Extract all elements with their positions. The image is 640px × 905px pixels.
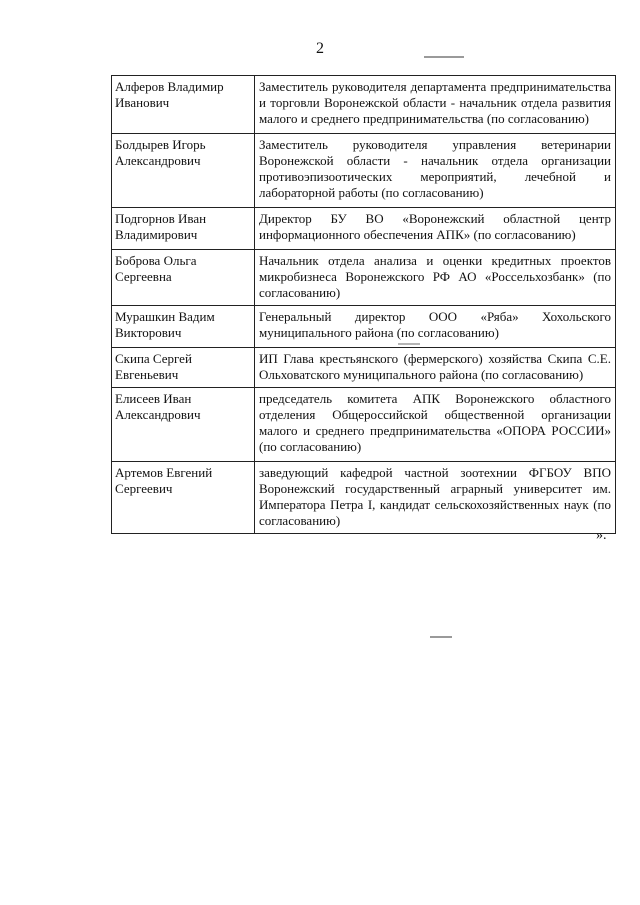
- member-name: Мурашкин Вадим Викторович: [112, 306, 255, 348]
- member-name: Подгорнов Иван Владимирович: [112, 208, 255, 250]
- table-row: [112, 208, 616, 250]
- table-row: [112, 306, 616, 348]
- closing-quote-mark: ».: [596, 528, 607, 543]
- member-role: Директор БУ ВО «Воронежский областной центр информационного обеспечения АПК» (по согласованию): [255, 208, 616, 250]
- member-role: заведующий кафедрой частной зоотехнии ФГБОУ ВПО Воронежский государственный аграрный университет им. Императора Петра I, кандидат сельскохозяйственных наук (по согласованию): [255, 462, 616, 534]
- member-name: Скипа Сергей Евгеньевич: [112, 348, 255, 388]
- table-row: [112, 250, 616, 306]
- table-row: [112, 388, 616, 462]
- members-table: [111, 75, 616, 534]
- scan-artifact: [424, 56, 464, 58]
- member-name: Артемов Евгений Сергеевич: [112, 462, 255, 534]
- member-role: Заместитель руководителя департамента предпринимательства и торговли Воронежской области - начальник отдела развития малого и среднего предпринимательства (по согласованию): [255, 76, 616, 134]
- member-name: Боброва Ольга Сергеевна: [112, 250, 255, 306]
- member-role: Заместитель руководителя управления ветеринарии Воронежской области - начальник отдела организации противоэпизоотических мероприятий, лечебной и лабораторной работы (по согласованию): [255, 134, 616, 208]
- scan-artifact: [430, 636, 452, 638]
- member-name: Елисеев Иван Александрович: [112, 388, 255, 462]
- table-row: [112, 348, 616, 388]
- table-row: [112, 76, 616, 134]
- member-name: Алферов Владимир Иванович: [112, 76, 255, 134]
- member-role: ИП Глава крестьянского (фермерского) хозяйства Скипа С.Е. Ольховатского муниципального района (по согласованию): [255, 348, 616, 388]
- member-role: Генеральный директор ООО «Ряба» Хохольского муниципального района (по согласованию): [255, 306, 616, 348]
- page-number: 2: [316, 40, 324, 57]
- table-row: [112, 462, 616, 534]
- member-name: Болдырев Игорь Александрович: [112, 134, 255, 208]
- member-role: Начальник отдела анализа и оценки кредитных проектов микробизнеса Воронежского РФ АО «Россельхозбанк» (по согласованию): [255, 250, 616, 306]
- member-role: председатель комитета АПК Воронежского областного отделения Общероссийской общественной организации малого и среднего предпринимательства «ОПОРА РОССИИ» (по согласованию): [255, 388, 616, 462]
- table-row: [112, 134, 616, 208]
